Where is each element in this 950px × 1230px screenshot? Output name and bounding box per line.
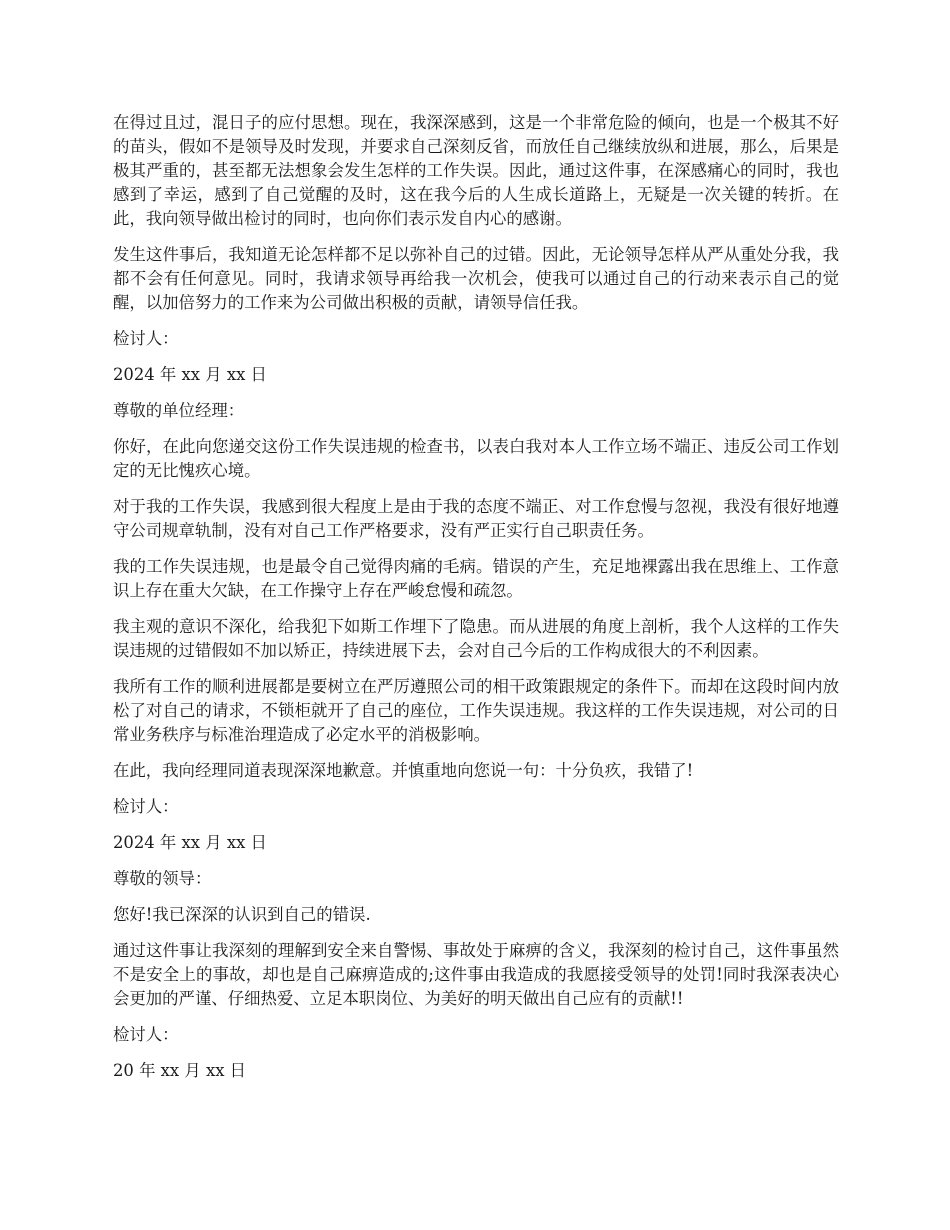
- signature-date: 20 年 xx 月 xx 日: [113, 1061, 247, 1080]
- paragraph-hello: 您好!我已深深的认识到自己的错误.: [113, 905, 371, 924]
- signature-label: 检讨人：: [113, 1025, 179, 1044]
- signature-date: 2024 年 xx 月 xx 日: [113, 365, 267, 384]
- paragraph-greeting: 你好，在此向您递交这份工作失误违规的检查书，以表白我对本人工作立场不端正、违反公司工作划定的无比愧疚心境。: [113, 437, 839, 480]
- signature-date: 2024 年 xx 月 xx 日: [113, 833, 267, 852]
- document-body: [113, 111, 839, 1095]
- paragraph-safety: 通过这件事让我深刻的理解到安全来自警惕、事故处于麻痹的含义，我深刻的检讨自己，这件事虽然不是安全上的事故，却也是自己麻痹造成的;这件事由我造成的我愿接受领导的处罚!同时我深表决心会更加的严谨、仔细热爱、立足本职岗位、为美好的明天做出自己应有的贡献!!: [113, 941, 839, 1008]
- paragraph-attitude: 对于我的工作失误，我感到很大程度上是由于我的态度不端正、对工作怠慢与忽视，我没有很好地遵守公司规章轨制，没有对自己工作严格要求，没有严正实行自己职责任务。: [113, 497, 839, 540]
- paragraph-apology: 在此，我向经理同道表现深深地歉意。并慎重地向您说一句：十分负疚，我错了!: [113, 761, 694, 780]
- paragraph-impact: 我所有工作的顺利进展都是要树立在严厉遵照公司的相干政策跟规定的条件下。而却在这段时间内放松了对自己的请求，不锁柜就开了自己的座位，工作失误违规。我这样的工作失误违规，对公司的日常业务秩序与标准治理造成了必定水平的消极影响。: [113, 677, 839, 744]
- paragraph-reflection: 在得过且过，混日子的应付思想。现在，我深深感到，这是一个非常危险的倾向，也是一个极其不好的苗头，假如不是领导及时发现，并要求自己深刻反省，而放任自己继续放纵和进展，那么，后果是极其严重的，甚至都无法想象会发生怎样的工作失误。因此，通过这件事，在深感痛心的同时，我也感到了幸运，感到了自己觉醒的及时，这在我今后的人生成长道路上，无疑是一次关键的转折。在此，我向领导做出检讨的同时，也向你们表示发自内心的感谢。: [113, 113, 839, 228]
- salutation-leader: 尊敬的领导：: [113, 869, 212, 888]
- paragraph-mistake: 我的工作失误违规，也是最令自己觉得肉痛的毛病。错误的产生，充足地裸露出我在思维上、工作意识上存在重大欠缺，在工作操守上存在严峻怠慢和疏忽。: [113, 557, 839, 600]
- paragraph-awareness: 我主观的意识不深化，给我犯下如斯工作埋下了隐患。而从进展的角度上剖析，我个人这样的工作失误违规的过错假如不加以矫正，持续进展下去，会对自己今后的工作构成很大的不利因素。: [113, 617, 839, 660]
- signature-label: 检讨人：: [113, 329, 179, 348]
- paragraph-request: 发生这件事后，我知道无论怎样都不足以弥补自己的过错。因此，无论领导怎样从严从重处分我，我都不会有任何意见。同时，我请求领导再给我一次机会，使我可以通过自己的行动来表示自己的觉醒，以加倍努力的工作来为公司做出积极的贡献，请领导信任我。: [113, 245, 839, 312]
- signature-label: 检讨人：: [113, 797, 179, 816]
- salutation-manager: 尊敬的单位经理：: [113, 401, 245, 420]
